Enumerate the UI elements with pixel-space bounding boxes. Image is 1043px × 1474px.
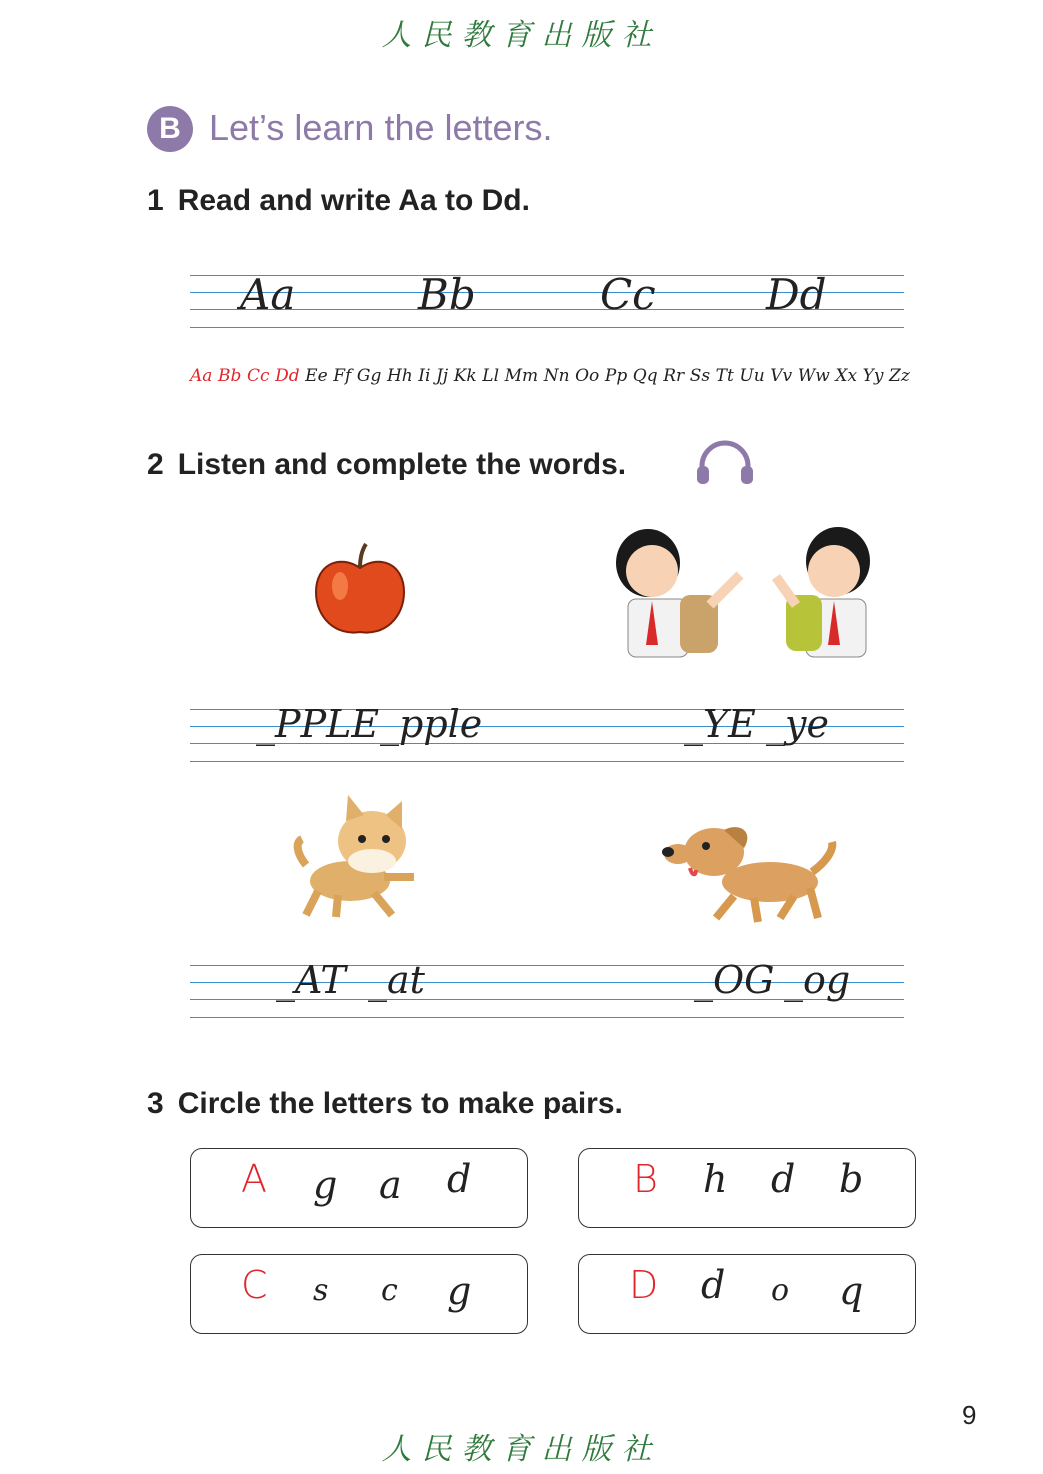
task-3-heading bbox=[147, 1087, 623, 1121]
alphabet-letter: Aa bbox=[190, 366, 213, 386]
alphabet-letter: Gg bbox=[356, 366, 382, 386]
task-number: 3 bbox=[147, 1087, 164, 1120]
option-letter[interactable]: g bbox=[447, 1269, 472, 1313]
writing-lines-row-1 bbox=[190, 702, 904, 766]
option-letter[interactable]: c bbox=[381, 1273, 398, 1308]
writing-lines-letters bbox=[190, 272, 904, 332]
word-dog-upper: _OG bbox=[694, 958, 775, 1002]
publisher-logo: 人民教育出版社 bbox=[381, 18, 662, 53]
alphabet-letter: Jj bbox=[436, 366, 449, 386]
pair-box-c bbox=[190, 1254, 528, 1334]
option-letter[interactable]: o bbox=[771, 1273, 790, 1308]
target-letter: C bbox=[241, 1263, 268, 1307]
alphabet-letter: Kk bbox=[453, 366, 477, 386]
pair-box-d bbox=[578, 1254, 916, 1334]
pair-box-a bbox=[190, 1148, 528, 1228]
alphabet-strip bbox=[190, 366, 910, 386]
option-letter[interactable]: d bbox=[771, 1157, 796, 1201]
alphabet-letter: Xx bbox=[835, 366, 858, 386]
option-letter[interactable]: g bbox=[313, 1163, 338, 1207]
word-eye-upper: _YE bbox=[684, 702, 756, 746]
cat-picture bbox=[288, 795, 423, 925]
alphabet-letter: Cc bbox=[246, 366, 270, 386]
publisher-logo-footer: 人民教育出版社 bbox=[381, 1432, 662, 1467]
task-instruction: Circle the letters to make pairs. bbox=[177, 1087, 623, 1120]
writing-lines-row-2 bbox=[190, 958, 904, 1022]
task-instruction: Read and write Aa to Dd. bbox=[177, 184, 530, 217]
page-number: 9 bbox=[962, 1400, 977, 1430]
alphabet-letter: Ee bbox=[305, 366, 328, 386]
word-cat-upper: _AT bbox=[276, 958, 346, 1002]
alphabet-letter: Rr bbox=[663, 366, 685, 386]
alphabet-letter: Hh bbox=[386, 366, 413, 386]
option-letter[interactable]: a bbox=[379, 1163, 402, 1207]
alphabet-letter: Ll bbox=[482, 366, 500, 386]
alphabet-letter: Oo bbox=[575, 366, 600, 386]
apple-picture bbox=[310, 540, 410, 645]
option-letter[interactable]: s bbox=[313, 1273, 329, 1308]
task-instruction: Listen and complete the words. bbox=[177, 448, 627, 481]
alphabet-letter: Bb bbox=[218, 366, 242, 386]
target-letter: B bbox=[633, 1157, 658, 1201]
alphabet-letter: Ii bbox=[418, 366, 431, 386]
task-1-heading bbox=[147, 184, 530, 218]
alphabet-letter: Mm bbox=[504, 366, 539, 386]
letter-sample-cc: Cc bbox=[600, 270, 656, 319]
headphones-icon[interactable] bbox=[694, 440, 756, 486]
option-letter[interactable]: d bbox=[701, 1263, 726, 1307]
word-apple-lower: _pple bbox=[380, 702, 483, 746]
alphabet-letter: Vv bbox=[770, 366, 793, 386]
alphabet-letter: Yy bbox=[862, 366, 884, 386]
word-eye-lower: _ye bbox=[766, 702, 829, 746]
letter-sample-dd: Dd bbox=[766, 270, 827, 319]
word-dog-lower: _og bbox=[784, 958, 851, 1002]
alphabet-letter: Ff bbox=[333, 366, 352, 386]
dog-picture bbox=[662, 818, 842, 928]
alphabet-letter: Zz bbox=[889, 366, 910, 386]
alphabet-letter: Ww bbox=[797, 366, 830, 386]
alphabet-letter: Tt bbox=[715, 366, 734, 386]
task-number: 2 bbox=[147, 448, 164, 481]
section-title: Let’s learn the letters. bbox=[209, 107, 553, 148]
alphabet-letter: Nn bbox=[543, 366, 570, 386]
alphabet-letter: Qq bbox=[632, 366, 658, 386]
letter-sample-bb: Bb bbox=[418, 270, 476, 319]
pair-box-b bbox=[578, 1148, 916, 1228]
word-apple-upper: _PPLE bbox=[256, 702, 380, 746]
word-cat-lower: _at bbox=[368, 958, 425, 1002]
alphabet-letter: Uu bbox=[739, 366, 765, 386]
girls-greeting-picture bbox=[600, 525, 910, 665]
alphabet-letter: Ss bbox=[689, 366, 711, 386]
alphabet-letter: Dd bbox=[275, 366, 300, 386]
option-letter[interactable]: q bbox=[839, 1269, 864, 1313]
option-letter[interactable]: h bbox=[703, 1157, 728, 1201]
letter-sample-aa: Aa bbox=[240, 270, 296, 319]
alphabet-letter: Pp bbox=[604, 366, 628, 386]
target-letter: A bbox=[241, 1157, 267, 1201]
target-letter: D bbox=[629, 1263, 659, 1307]
section-badge: B bbox=[147, 106, 193, 152]
task-2-heading bbox=[147, 448, 626, 482]
option-letter[interactable]: b bbox=[839, 1157, 864, 1201]
option-letter[interactable]: d bbox=[447, 1157, 472, 1201]
task-number: 1 bbox=[147, 184, 164, 217]
